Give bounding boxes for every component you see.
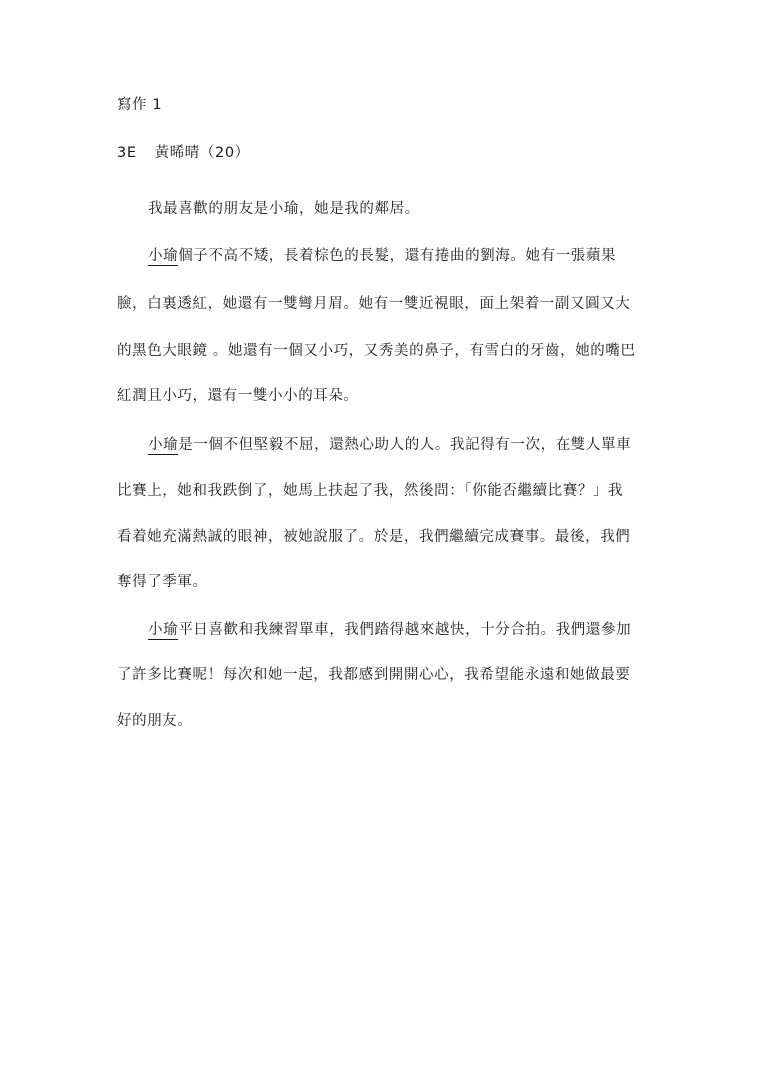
paragraph-1-line-1	[148, 199, 420, 219]
paragraph-3-line-3	[117, 527, 630, 547]
student-name: 黃晞晴（20）	[154, 145, 250, 161]
paragraph-text: 我最喜歡的朋友是小瑜，她是我的鄰居。	[148, 201, 420, 217]
paragraph-text: 比賽上，她和我跌倒了，她馬上扶起了我，然後問：「你能否繼續比賽？」我	[117, 483, 624, 499]
paragraph-text: 好的朋友。	[117, 713, 193, 729]
paragraph-2-line-4	[117, 386, 359, 406]
student-info	[117, 143, 250, 163]
paragraph-text: 個子不高不矮，長着棕色的長髮，還有捲曲的劉海。她有一張蘋果	[178, 248, 617, 264]
paragraph-text: 是一個不但堅毅不屈，還熱心助人的人。我記得有一次，在雙人單車	[178, 437, 632, 453]
paragraph-text: 的黑色大眼鏡 。她還有一個又小巧，又秀美的鼻子，有雪白的牙齒，她的嘴巴	[117, 343, 636, 359]
friend-name-underlined: 小瑜	[148, 248, 179, 264]
paragraph-text: 看着她充滿熱誠的眼神，被她說服了。於是，我們繼續完成賽事。最後，我們	[117, 529, 631, 545]
friend-name-underlined: 小瑜	[148, 437, 179, 453]
paragraph-3-line-4	[117, 572, 208, 592]
paragraph-text: 平日喜歡和我練習單車，我們踏得越來越快，十分合拍。我們還參加	[178, 622, 632, 638]
friend-name-underlined: 小瑜	[148, 622, 179, 638]
paragraph-text: 紅潤且小巧，還有一雙小小的耳朵。	[117, 388, 359, 404]
paragraph-2-line-3	[117, 341, 636, 361]
paragraph-text: 了許多比賽呢！每次和她一起，我都感到開開心心，我希望能永遠和她做最要	[117, 667, 631, 683]
paragraph-3-line-2	[117, 481, 623, 501]
heading-text: 寫作 1	[117, 97, 163, 113]
student-class: 3E	[117, 145, 137, 161]
document-heading	[117, 95, 162, 115]
paragraph-text: 臉，白裏透紅，她還有一雙彎月眉。她有一雙近視眼，面上架着一副又圓又大	[117, 296, 631, 312]
paragraph-4-line-1	[148, 620, 631, 640]
paragraph-4-line-2	[117, 665, 630, 685]
paragraph-text: 奪得了季軍。	[117, 574, 208, 590]
paragraph-2-line-2	[117, 294, 630, 314]
paragraph-2-line-1	[148, 246, 616, 266]
paragraph-3-line-1	[148, 435, 631, 455]
paragraph-4-line-3	[117, 711, 193, 731]
